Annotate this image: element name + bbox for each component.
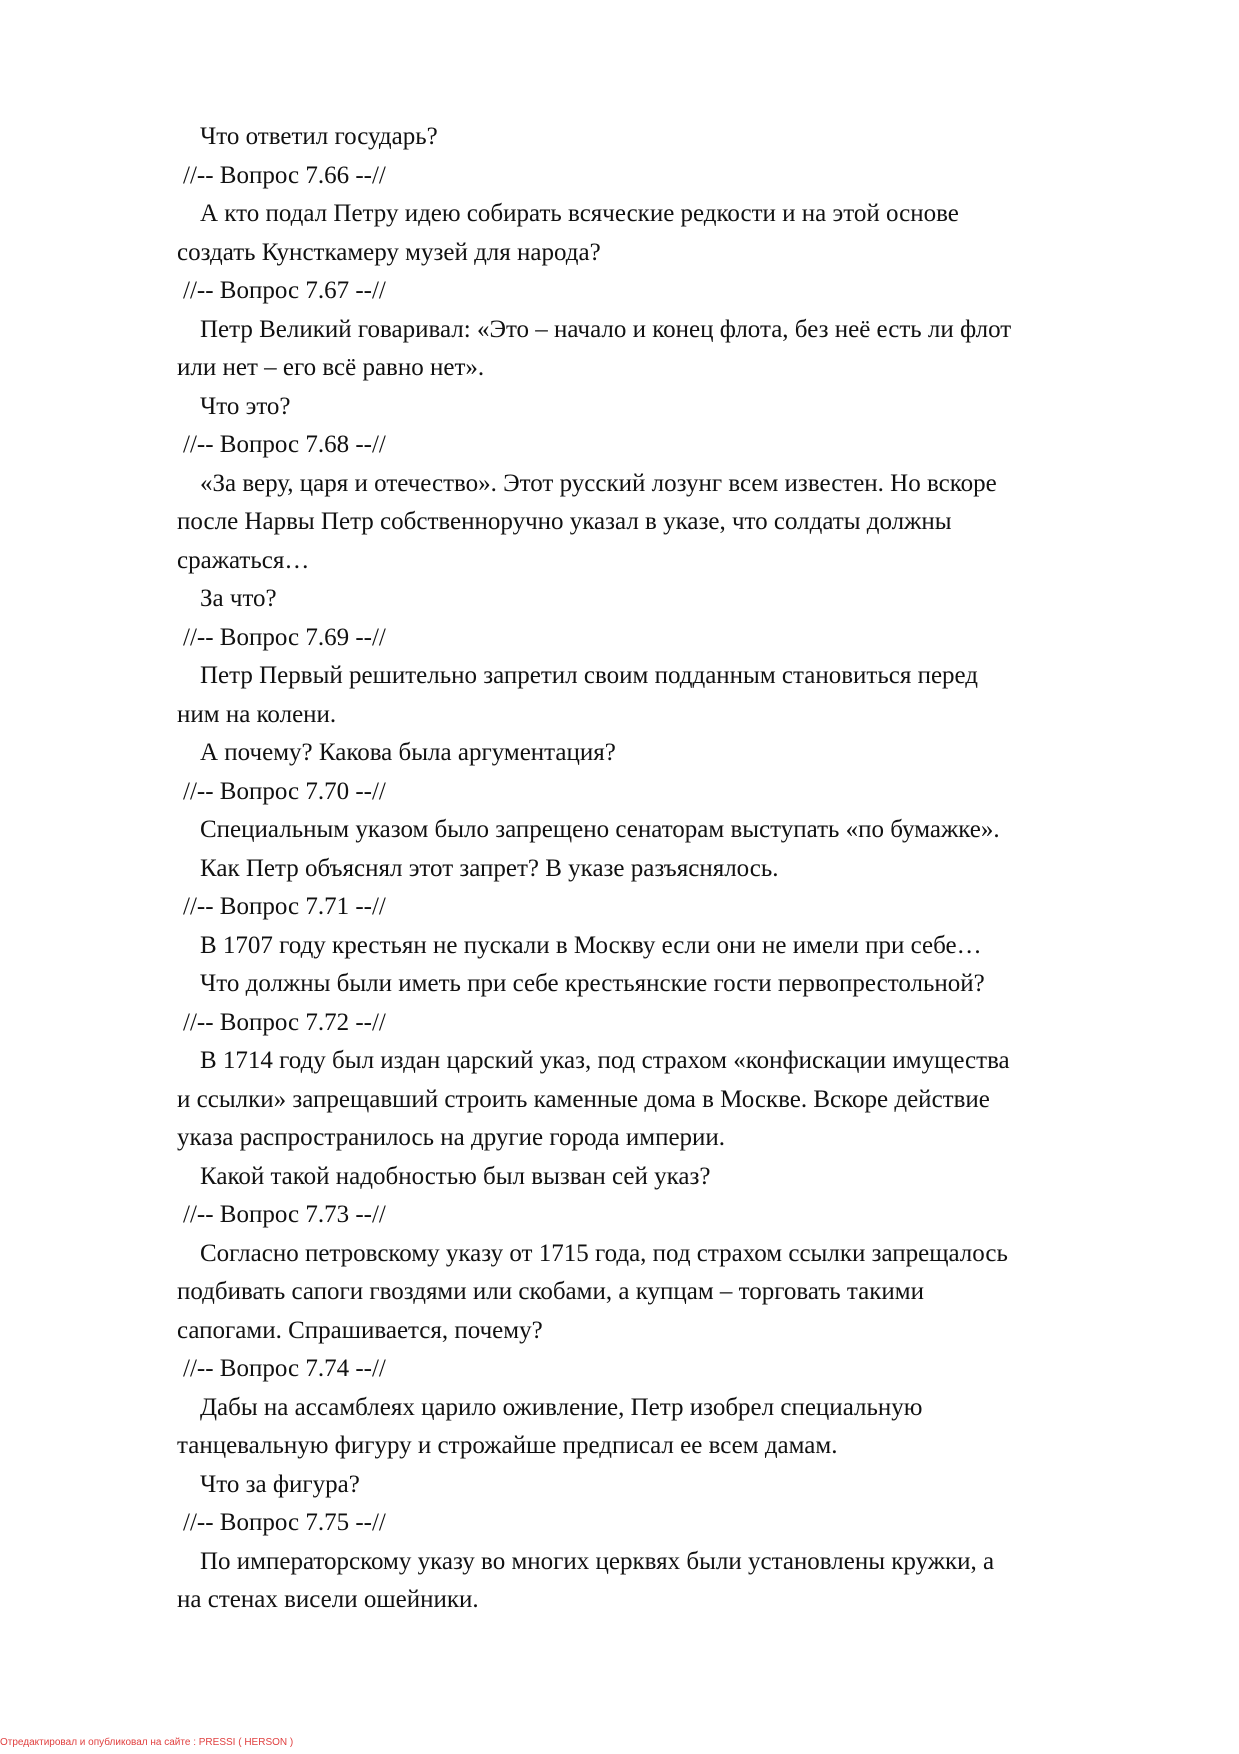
text-line: Что это? [200,392,291,420]
question-marker: //-- Вопрос 7.72 --// [183,1008,386,1036]
text-line: За что? [200,585,277,612]
question-marker: //-- Вопрос 7.75 --// [183,1509,386,1536]
document-body [177,118,1157,1620]
text-line: Что за фигура? [200,1470,360,1498]
text-line: Какой такой надобностью был вызван сей указ? [200,1162,711,1190]
text-line: танцевальную фигуру и строжайше предписал ее всем дамам. [177,1432,838,1459]
question-marker: //-- Вопрос 7.69 --// [183,623,386,651]
text-line: По императорскому указу во многих церквях были установлены кружки, а [200,1547,995,1575]
text-line: сапогами. Спрашивается, почему? [177,1316,543,1344]
text-line: Дабы на ассамблеях царило оживление, Петр изобрел специальную [200,1393,923,1421]
text-line: В 1707 году крестьян не пускали в Москву если они не имели при себе… [200,931,982,959]
text-line: подбивать сапоги гвоздями или скобами, а купцам – торговать такими [177,1278,924,1305]
text-line: Что должны были иметь при себе крестьянские гости первопрестольной? [200,970,985,997]
text-line: Специальным указом было запрещено сенаторам выступать «по бумажке». [200,816,1000,843]
text-line: «За веру, царя и отечество». Этот русский лозунг всем известен. Но вскоре [200,469,997,497]
text-line: сражаться… [177,546,310,574]
question-marker: //-- Вопрос 7.70 --// [183,777,386,805]
text-line: создать Кунсткамеру музей для народа? [177,238,601,266]
text-line: Петр Первый решительно запретил своим подданным становиться перед [200,662,979,689]
text-line: Что ответил государь? [200,123,438,150]
question-marker: //-- Вопрос 7.68 --// [183,431,386,458]
question-marker: //-- Вопрос 7.67 --// [183,277,386,304]
text-line: указа распространилось на другие города империи. [177,1124,726,1151]
publisher-footer: Отредактировал и опубликовал на сайте : PRESSI ( HERSON ) [0,1737,294,1748]
text-line: А кто подал Петру идею собирать всяческие редкости и на этой основе [200,200,959,227]
text-line: после Нарвы Петр собственноручно указал в указе, что солдаты должны [177,508,952,535]
text-line: ним на колени. [177,700,337,728]
question-marker: //-- Вопрос 7.74 --// [183,1355,386,1382]
text-line: В 1714 году был издан царский указ, под страхом «конфискации имущества [200,1047,1010,1074]
text-line: Петр Великий говаривал: «Это – начало и конец флота, без неё есть ли флот [200,315,1012,343]
question-marker: //-- Вопрос 7.71 --// [183,893,386,920]
text-line: Как Петр объяснял этот запрет? В указе разъяснялось. [200,854,779,882]
text-line: А почему? Какова была аргументация? [200,739,616,766]
text-line: и ссылки» запрещавший строить каменные дома в Москве. Вскоре действие [177,1085,990,1113]
text-line: или нет – его всё равно нет». [177,354,485,381]
text-line: Согласно петровскому указу от 1715 года, под страхом ссылки запрещалось [200,1239,1008,1267]
question-marker: //-- Вопрос 7.66 --// [183,161,386,189]
question-marker: //-- Вопрос 7.73 --// [183,1201,386,1228]
text-line: на стенах висели ошейники. [177,1586,479,1613]
